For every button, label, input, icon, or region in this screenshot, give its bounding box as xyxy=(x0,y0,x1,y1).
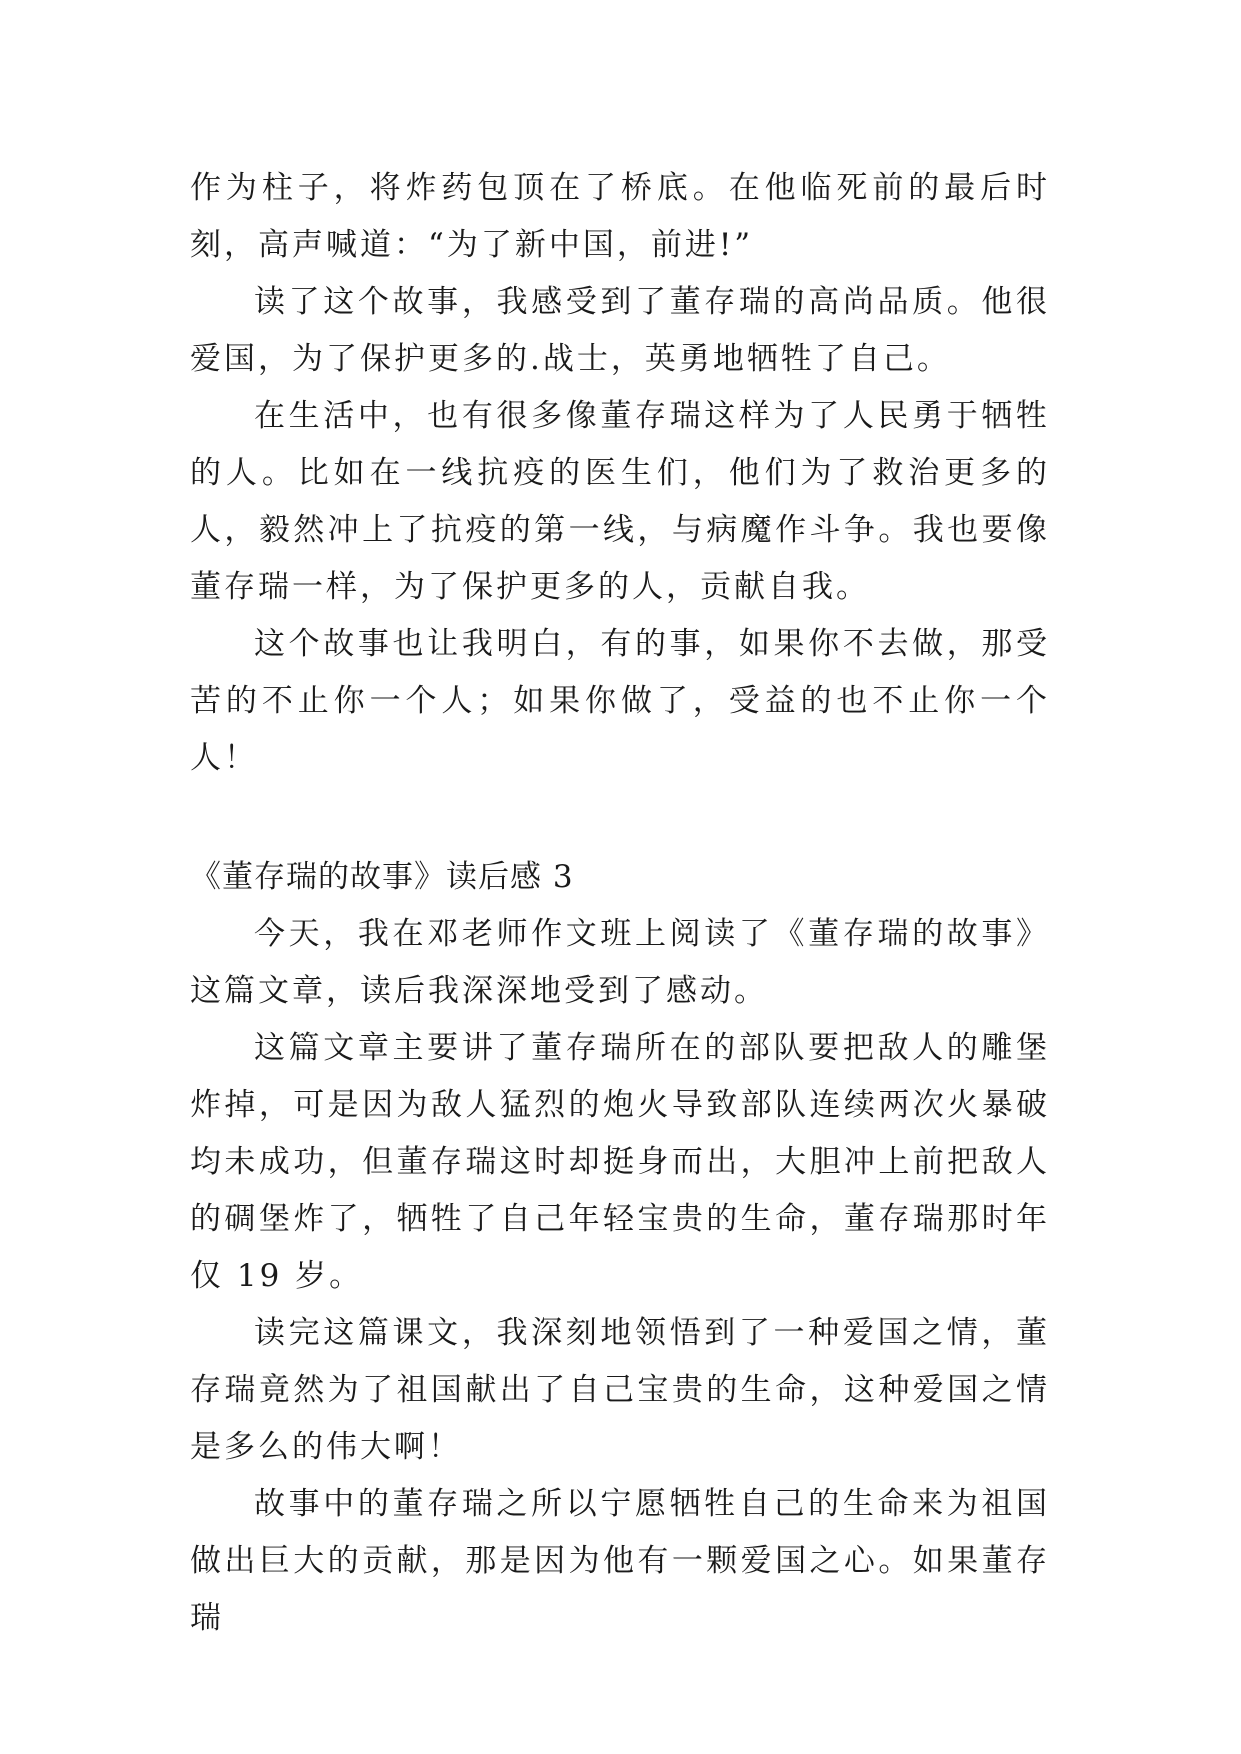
paragraph: 读了这个故事，我感受到了董存瑞的高尚品质。他很爱国，为了保护更多的.战士，英勇地牺牲了自己。 xyxy=(190,284,1050,377)
paragraph: 这个故事也让我明白，有的事，如果你不去做，那受苦的不止你一个人；如果你做了，受益的也不止你一个人！ xyxy=(190,626,1050,776)
paragraph: 在生活中，也有很多像董存瑞这样为了人民勇于牺牲的人。比如在一线抗疫的医生们，他们为了救治更多的人，毅然冲上了抗疫的第一线，与病魔作斗争。我也要像董存瑞一样，为了保护更多的人，贡献自我。 xyxy=(190,398,1050,605)
paragraph: 这篇文章主要讲了董存瑞所在的部队要把敌人的雕堡炸掉，可是因为敌人猛烈的炮火导致部队连续两次火暴破均未成功，但董存瑞这时却挺身而出，大胆冲上前把敌人的碉堡炸了，牺牲了自己年轻宝贵的生命，董存瑞那时年仅 19 岁。 xyxy=(190,1030,1050,1294)
paragraph: 故事中的董存瑞之所以宁愿牺牲自己的生命来为祖国做出巨大的贡献，那是因为他有一颗爱国之心。如果董存瑞 xyxy=(190,1486,1050,1636)
paragraph: 今天，我在邓老师作文班上阅读了《董存瑞的故事》这篇文章，读后我深深地受到了感动。 xyxy=(190,916,1050,1009)
section-title: 《董存瑞的故事》读后感 3 xyxy=(190,859,574,895)
document-body xyxy=(190,160,1050,1647)
paragraph-continuation: 作为柱子，将炸药包顶在了桥底。在他临死前的最后时刻，高声喊道：“为了新中国，前进!” xyxy=(190,170,1050,263)
paragraph: 读完这篇课文，我深刻地领悟到了一种爱国之情，董存瑞竟然为了祖国献出了自己宝贵的生命，这种爱国之情是多么的伟大啊！ xyxy=(190,1315,1050,1465)
